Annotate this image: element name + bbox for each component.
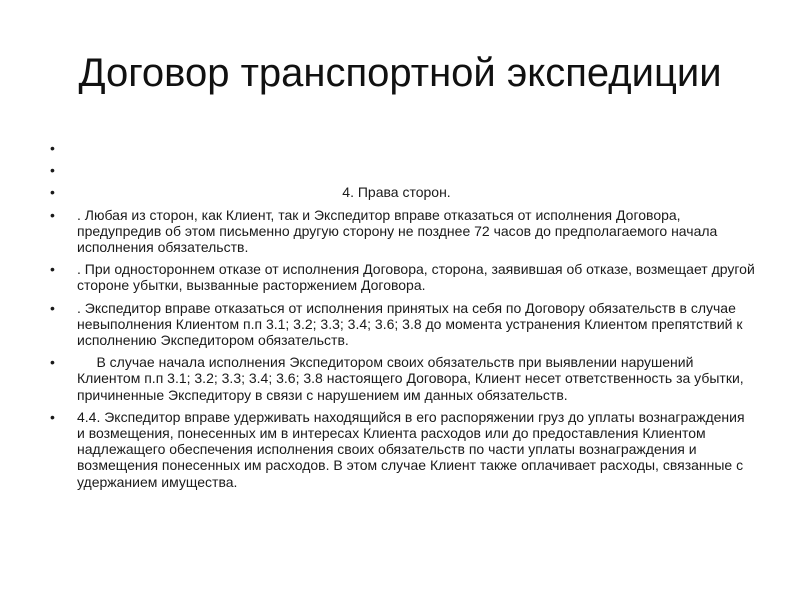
- list-item: [48, 140, 756, 156]
- bullet-dot-icon: •: [50, 140, 55, 156]
- bullet-text: . Любая из сторон, как Клиент, так и Экспедитор вправе отказаться от исполнения Договора, предупредив об этом письменно другую сторону не позднее 72 часов до предполагаемого начала исполнения обязательств.: [77, 206, 718, 255]
- slide-title: Договор транспортной экспедиции: [78, 51, 722, 95]
- bullet-dot-icon: •: [50, 206, 55, 223]
- bullet-list: [48, 140, 756, 496]
- list-item: [48, 300, 756, 349]
- list-item: [48, 162, 756, 178]
- list-item: [48, 184, 756, 200]
- bullet-text: . Экспедитор вправе отказаться от исполнения принятых на себя по Договору обязательств в случае невыполнения Клиентом п.п 3.1; 3.2; 3.3; 3.4; 3.6; 3.8 до момента устранения Клиентом препятствий к исполнению Экспедитором обязательств.: [77, 299, 743, 348]
- bullet-dot-icon: •: [50, 408, 55, 425]
- list-item: [48, 261, 756, 293]
- bullet-text: 4.4. Экспедитор вправе удерживать находящийся в его распоряжении груз до уплаты вознаграждения и возмещения, понесенных им в интересах Клиента расходов или до предоставления Клиентом надлежащего обеспечения исполнения своих обязательств по части уплаты вознаграждения и возмещения понесенных им расходов. В этом случае Клиент также оплачивает расходы, связанные с удержанием имущества.: [77, 408, 745, 490]
- list-item: [48, 207, 756, 256]
- bullet-dot-icon: •: [50, 299, 55, 316]
- bullet-dot-icon: •: [50, 261, 55, 278]
- bullet-text: В случае начала исполнения Экспедитором своих обязательств при выявлении нарушений Клиентом п.п 3.1; 3.2; 3.3; 3.4; 3.6; 3.8 настоящего Договора, Клиент несет ответственность за убытки, причиненные Экспедитору в связи с нарушением им данных обязательств.: [77, 354, 748, 403]
- bullet-text: . При одностороннем отказе от исполнения Договора, сторона, заявившая об отказе, возмещает другой стороне убытки, вызванные расторжением Договора.: [77, 261, 755, 294]
- bullet-dot-icon: •: [50, 162, 55, 179]
- list-item: [48, 409, 756, 490]
- section-heading: 4. Права сторон.: [342, 184, 451, 201]
- bullet-dot-icon: •: [50, 184, 55, 201]
- list-item: [48, 354, 756, 403]
- bullet-dot-icon: •: [50, 354, 55, 371]
